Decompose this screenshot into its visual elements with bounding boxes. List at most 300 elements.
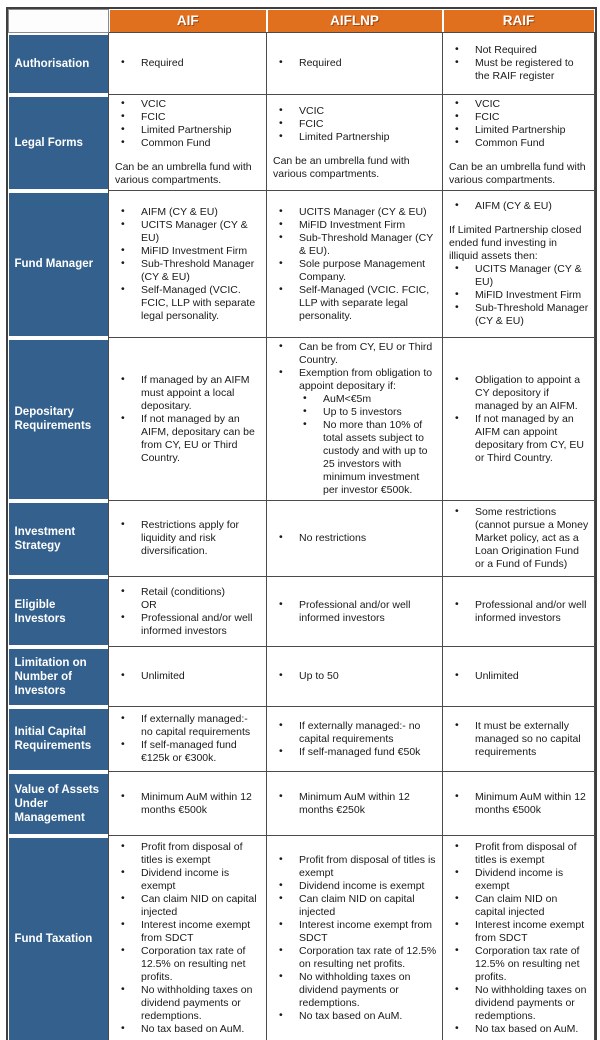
cell-raif	[443, 836, 595, 1040]
bullet-icon: •	[455, 669, 459, 681]
bullet-icon: •	[121, 789, 125, 802]
bullet-icon: •	[279, 970, 283, 982]
cell-text: FCIC	[299, 117, 324, 130]
bullet-icon: •	[121, 123, 125, 135]
column-header-label: RAIF	[502, 13, 535, 29]
cell-aif	[109, 95, 267, 191]
row-label	[9, 579, 109, 645]
bullet-item	[443, 919, 589, 945]
bullet-item	[267, 670, 437, 683]
cell-text: Profit from disposal of titles is exempt	[141, 841, 243, 866]
column-header-aiflnp	[267, 10, 443, 33]
cell-text: Profit from disposal of titles is exempt	[475, 841, 577, 866]
bullet-icon: •	[303, 418, 307, 430]
bullet-icon: •	[121, 712, 125, 724]
cell-aiflnp	[267, 707, 443, 772]
row-header-cell	[9, 338, 109, 501]
cell-text: VCIC	[475, 98, 501, 110]
cell-text: No tax based on AuM.	[141, 1023, 245, 1035]
bullet-icon: •	[121, 136, 125, 148]
bullet-item	[443, 670, 589, 683]
bullet-icon: •	[279, 116, 283, 129]
bullet-item	[267, 341, 437, 367]
cell-aif	[109, 191, 267, 338]
bullet-item	[109, 1023, 261, 1036]
cell-text: Exemption from obligation to appoint depositary if:	[299, 367, 433, 392]
bullet-item	[443, 945, 589, 984]
bullet-icon: •	[121, 983, 125, 995]
bullet-item	[443, 984, 589, 1023]
bullet-item	[109, 791, 261, 817]
bullet-icon: •	[121, 243, 125, 256]
bullet-icon: •	[279, 256, 283, 269]
row-header-cell	[9, 577, 109, 647]
row-label-text: Investment Strategy	[14, 525, 76, 552]
bullet-item	[109, 945, 261, 984]
bullet-icon: •	[455, 918, 459, 930]
bullet-icon: •	[121, 840, 125, 852]
cell-text: Limited Partnership	[299, 130, 390, 143]
column-header-fill	[444, 10, 594, 33]
bullet-icon: •	[121, 918, 125, 930]
bullet-item	[109, 413, 261, 465]
table-row	[9, 647, 595, 707]
bullet-item	[267, 880, 437, 893]
bullet-item	[267, 105, 437, 118]
bullet-item	[267, 1010, 437, 1023]
cell-text: Dividend income is exempt	[141, 867, 230, 892]
cell-aiflnp	[267, 647, 443, 707]
row-label-text: Legal Forms	[14, 136, 83, 149]
bullet-icon: •	[121, 97, 125, 109]
text-line	[109, 599, 261, 612]
bullet-icon: •	[279, 853, 283, 865]
cell-text: Limited Partnership	[475, 124, 566, 136]
bullet-item	[109, 374, 261, 413]
cell-text: OR	[141, 598, 157, 611]
cell-text: Corporation tax rate of 12.5% on resulting net profits.	[475, 945, 580, 983]
cell-text: Can claim NID on capital injected	[141, 893, 257, 918]
cell-raif	[443, 577, 595, 647]
corner-cell	[9, 10, 109, 33]
table-row	[9, 191, 595, 338]
cell-text: If self-managed fund €125k or €300k.	[141, 739, 237, 764]
bullet-item	[109, 57, 261, 70]
cell-text: No restrictions	[299, 532, 367, 544]
bullet-icon: •	[121, 738, 125, 750]
bullet-item	[267, 720, 437, 746]
cell-aif	[109, 33, 267, 95]
cell-text: AuM<€5m	[323, 393, 372, 405]
cell-text: Sole purpose Management Company.	[299, 257, 426, 283]
bullet-item	[109, 519, 261, 558]
cell-text: MiFID Investment Firm	[475, 289, 582, 301]
row-label	[9, 503, 109, 575]
bullet-icon: •	[455, 43, 459, 55]
cell-aif	[109, 772, 267, 836]
bullet-icon: •	[455, 199, 459, 211]
cell-text: Retail (conditions)	[141, 585, 226, 598]
bullet-item	[109, 137, 261, 150]
bullet-icon: •	[455, 892, 459, 904]
cell-aiflnp	[267, 33, 443, 95]
bullet-item	[443, 374, 589, 413]
cell-text: AIFM (CY & EU)	[475, 200, 552, 212]
cell-text: Common Fund	[141, 137, 211, 149]
text-paragraph	[443, 224, 589, 263]
cell-text: If not managed by an AIFM can appoint depositary from CY, EU or Third Country.	[475, 412, 584, 464]
column-header-label: AIF	[176, 13, 199, 29]
table-body	[9, 33, 595, 1040]
bullet-icon: •	[455, 944, 459, 956]
row-label-text: Eligible Investors	[14, 598, 66, 625]
bullet-icon: •	[455, 56, 459, 68]
bullet-icon: •	[279, 944, 283, 956]
cell-text: FCIC	[475, 111, 500, 123]
cell-text: No more than 10% of total assets subject to custody and with up to 25 investors with minimum investment per investor €500k.	[323, 419, 428, 496]
bullet-item	[443, 200, 589, 213]
cell-text: Professional and/or well informed investors	[475, 598, 587, 624]
cell-aif	[109, 577, 267, 647]
cell-aif	[109, 647, 267, 707]
bullet-item	[267, 919, 437, 945]
bullet-icon: •	[121, 217, 125, 230]
cell-aiflnp	[267, 191, 443, 338]
row-label-text: Fund Taxation	[14, 932, 93, 945]
cell-text: Interest income exempt from SDCT	[299, 919, 433, 944]
column-header-raif	[443, 10, 595, 33]
cell-text: MiFID Investment Firm	[299, 218, 406, 231]
row-header-cell	[9, 191, 109, 338]
cell-text: Can be an umbrella fund with various compartments.	[273, 154, 410, 180]
bullet-item	[267, 854, 437, 880]
row-header-cell	[9, 647, 109, 707]
bullet-item	[109, 670, 261, 683]
bullet-item	[109, 245, 261, 258]
bullet-item	[267, 258, 437, 284]
sub-bullet-item	[267, 393, 437, 406]
bullet-icon: •	[121, 1022, 125, 1034]
sub-bullet-item	[267, 406, 437, 419]
row-header-cell	[9, 501, 109, 577]
bullet-item	[267, 893, 437, 919]
bullet-icon: •	[121, 866, 125, 878]
cell-text: VCIC	[299, 104, 325, 117]
bullet-item	[267, 791, 437, 817]
cell-text: Sub-Threshold Manager (CY & EU).	[299, 231, 434, 257]
bullet-item	[443, 98, 589, 111]
cell-text: Can be an umbrella fund with various compartments.	[449, 161, 586, 186]
cell-raif	[443, 707, 595, 772]
column-header-fill	[268, 10, 442, 33]
bullet-item	[443, 44, 589, 57]
cell-text: Minimum AuM within 12 months €500k	[475, 790, 586, 816]
bullet-icon: •	[455, 505, 459, 517]
cell-text: MiFID Investment Firm	[141, 244, 248, 257]
bullet-item	[109, 98, 261, 111]
bullet-icon: •	[279, 204, 283, 217]
cell-raif	[443, 33, 595, 95]
bullet-icon: •	[455, 262, 459, 274]
cell-text: UCITS Manager (CY & EU)	[299, 205, 427, 218]
cell-text: Can be an umbrella fund with various compartments.	[115, 161, 252, 186]
row-label	[9, 97, 109, 189]
table-row	[9, 95, 595, 191]
table-row	[9, 707, 595, 772]
bullet-item	[109, 111, 261, 124]
row-label-text: Initial Capital Requirements	[14, 726, 92, 752]
bullet-item	[109, 124, 261, 137]
bullet-icon: •	[279, 892, 283, 904]
header-row	[9, 10, 595, 33]
bullet-item	[109, 206, 261, 219]
bullet-icon: •	[279, 103, 283, 116]
bullet-icon: •	[455, 866, 459, 878]
bullet-item	[109, 258, 261, 284]
column-header-fill	[110, 10, 266, 33]
cell-text: No withholding taxes on dividend payments or redemptions.	[141, 984, 253, 1022]
cell-raif	[443, 647, 595, 707]
row-header-cell	[9, 95, 109, 191]
bullet-item	[109, 284, 261, 323]
row-label-text: Fund Manager	[14, 258, 94, 270]
row-header-cell	[9, 33, 109, 95]
bullet-icon: •	[455, 840, 459, 852]
cell-text: Some restrictions (cannot pursue a Money Market policy, act as a Loan Origination Fund or a Fund of Funds)	[475, 506, 589, 570]
bullet-icon: •	[121, 669, 125, 681]
bullet-icon: •	[279, 918, 283, 930]
cell-text: Corporation tax rate of 12.5% on resulting net profits.	[141, 945, 246, 983]
bullet-item	[267, 945, 437, 971]
bullet-icon: •	[455, 718, 459, 731]
comparison-table	[6, 7, 597, 1040]
cell-text: UCITS Manager (CY & EU)	[475, 263, 582, 288]
cell-text: If externally managed:- no capital requirements	[141, 713, 251, 738]
bullet-item	[443, 599, 589, 625]
bullet-icon: •	[455, 1022, 459, 1034]
cell-text: Can be from CY, EU or Third Country.	[299, 341, 433, 366]
text-paragraph	[109, 161, 261, 187]
cell-text: If not managed by an AIFM, depositary can be from CY, EU or Third Country.	[141, 412, 255, 464]
bullet-icon: •	[121, 256, 125, 269]
cell-aif	[109, 501, 267, 577]
bullet-icon: •	[279, 531, 283, 543]
bullet-icon: •	[455, 136, 459, 148]
cell-aif	[109, 707, 267, 772]
cell-aif	[109, 338, 267, 501]
cell-text: AIFM (CY & EU)	[141, 205, 218, 218]
cell-text: Self-Managed (VCIC. FCIC, LLP with separate legal personality.	[141, 283, 256, 322]
cell-text: Not Required	[475, 44, 537, 56]
cell-text: Interest income exempt from SDCT	[475, 919, 585, 944]
bullet-icon: •	[455, 597, 459, 610]
bullet-item	[267, 367, 437, 393]
row-header-cell	[9, 836, 109, 1040]
bullet-icon: •	[121, 944, 125, 956]
cell-text: Professional and/or well informed investors	[141, 611, 253, 637]
bullet-icon: •	[279, 366, 283, 378]
bullet-item	[443, 289, 589, 302]
bullet-icon: •	[279, 669, 283, 681]
bullet-item	[443, 302, 589, 328]
cell-text: VCIC	[141, 98, 167, 110]
table-row	[9, 577, 595, 647]
bullet-item	[443, 720, 589, 759]
bullet-icon: •	[121, 110, 125, 122]
cell-aiflnp	[267, 338, 443, 501]
text-paragraph	[443, 161, 589, 187]
bullet-item	[109, 713, 261, 739]
cell-text: If managed by an AIFM must appoint a local depositary.	[141, 373, 250, 412]
fund-comparison-table	[8, 9, 595, 1040]
cell-text: Limited Partnership	[141, 124, 232, 136]
cell-text: Sub-Threshold Manager (CY & EU)	[475, 302, 589, 327]
table-row	[9, 772, 595, 836]
cell-text: No withholding taxes on dividend payments or redemptions.	[475, 984, 587, 1022]
row-header-cell	[9, 707, 109, 772]
sub-bullet-item	[267, 419, 437, 497]
bullet-icon: •	[455, 372, 459, 385]
cell-raif	[443, 338, 595, 501]
bullet-icon: •	[121, 282, 125, 295]
bullet-icon: •	[279, 789, 283, 802]
bullet-item	[267, 57, 437, 70]
cell-text: FCIC	[141, 111, 166, 123]
table-row	[9, 836, 595, 1040]
bullet-item	[109, 612, 261, 638]
bullet-item	[267, 118, 437, 131]
cell-text: Restrictions apply for liquidity and risk diversification.	[141, 519, 240, 557]
cell-text: No withholding taxes on dividend payments or redemptions.	[299, 971, 411, 1009]
bullet-item	[267, 219, 437, 232]
cell-text: Corporation tax rate of 12.5% on resulting net profits.	[299, 945, 437, 970]
bullet-item	[443, 57, 589, 83]
bullet-item	[109, 586, 261, 599]
row-label-text: Authorisation	[14, 57, 90, 70]
bullet-item	[267, 971, 437, 1010]
table-row	[9, 338, 595, 501]
bullet-icon: •	[455, 288, 459, 300]
bullet-icon: •	[279, 744, 283, 757]
bullet-icon: •	[303, 392, 307, 404]
cell-raif	[443, 772, 595, 836]
bullet-item	[109, 919, 261, 945]
cell-text: Up to 5 investors	[323, 406, 402, 418]
bullet-item	[267, 532, 437, 545]
table-row	[9, 33, 595, 95]
cell-aiflnp	[267, 501, 443, 577]
bullet-icon: •	[279, 879, 283, 891]
cell-text: No tax based on AuM.	[475, 1023, 579, 1035]
bullet-item	[443, 111, 589, 124]
cell-text: Dividend income is exempt	[475, 867, 564, 892]
bullet-item	[443, 791, 589, 817]
cell-text: Minimum AuM within 12 months €250k	[299, 790, 410, 816]
row-label	[9, 340, 109, 499]
cell-text: Interest income exempt from SDCT	[141, 919, 251, 944]
bullet-icon: •	[303, 405, 307, 417]
bullet-icon: •	[455, 789, 459, 802]
column-header-aif	[109, 10, 267, 33]
cell-text: Sub-Threshold Manager (CY & EU)	[141, 257, 255, 283]
cell-text: If Limited Partnership closed ended fund investing in illiquid assets then:	[449, 224, 582, 262]
row-label	[9, 35, 109, 93]
bullet-item	[109, 219, 261, 245]
cell-text: Required	[141, 57, 184, 69]
bullet-item	[443, 867, 589, 893]
bullet-icon: •	[121, 56, 125, 68]
row-header-cell	[9, 772, 109, 836]
bullet-item	[267, 206, 437, 219]
cell-text: Dividend income is exempt	[299, 880, 425, 892]
bullet-item	[443, 137, 589, 150]
cell-aif	[109, 836, 267, 1040]
cell-text: UCITS Manager (CY & EU)	[141, 218, 248, 244]
text-paragraph	[267, 155, 437, 181]
bullet-icon: •	[121, 518, 125, 530]
cell-raif	[443, 95, 595, 191]
row-label	[9, 649, 109, 705]
bullet-item	[109, 893, 261, 919]
bullet-item	[443, 124, 589, 137]
cell-text: It must be externally managed so no capital requirements	[475, 719, 581, 758]
cell-text: Profit from disposal of titles is exempt	[299, 854, 436, 879]
cell-text: Unlimited	[475, 670, 519, 682]
bullet-icon: •	[279, 597, 283, 610]
bullet-icon: •	[279, 56, 283, 68]
bullet-item	[109, 984, 261, 1023]
column-header-label: AIFLNP	[330, 13, 379, 29]
cell-aiflnp	[267, 772, 443, 836]
bullet-item	[267, 131, 437, 144]
bullet-item	[267, 232, 437, 258]
bullet-item	[267, 599, 437, 625]
bullet-icon: •	[121, 584, 125, 597]
bullet-icon: •	[121, 411, 125, 424]
row-label-text: Value of Assets Under Management	[14, 783, 100, 824]
bullet-icon: •	[121, 610, 125, 623]
row-label	[9, 774, 109, 834]
bullet-icon: •	[279, 282, 283, 295]
cell-text: Unlimited	[141, 670, 185, 682]
cell-text: Minimum AuM within 12 months €500k	[141, 790, 252, 816]
bullet-icon: •	[121, 372, 125, 385]
cell-raif	[443, 501, 595, 577]
table-row	[9, 501, 595, 577]
cell-text: Common Fund	[475, 137, 545, 149]
cell-text: If externally managed:- no capital requirements	[299, 719, 421, 745]
bullet-item	[109, 739, 261, 765]
cell-text: If self-managed fund €50k	[299, 745, 421, 758]
row-label	[9, 709, 109, 770]
cell-aiflnp	[267, 577, 443, 647]
bullet-icon: •	[279, 340, 283, 352]
cell-text: Can claim NID on capital injected	[475, 893, 558, 918]
bullet-icon: •	[279, 718, 283, 731]
bullet-icon: •	[279, 230, 283, 243]
bullet-item	[443, 841, 589, 867]
cell-text: Can claim NID on capital injected	[299, 893, 415, 918]
row-label	[9, 838, 109, 1040]
cell-text: Up to 50	[299, 670, 339, 682]
cell-text: No tax based on AuM.	[299, 1010, 403, 1022]
bullet-item	[267, 746, 437, 759]
cell-text: Required	[299, 57, 342, 69]
bullet-icon: •	[455, 97, 459, 109]
bullet-item	[443, 1023, 589, 1036]
bullet-icon: •	[279, 217, 283, 230]
cell-aiflnp	[267, 836, 443, 1040]
